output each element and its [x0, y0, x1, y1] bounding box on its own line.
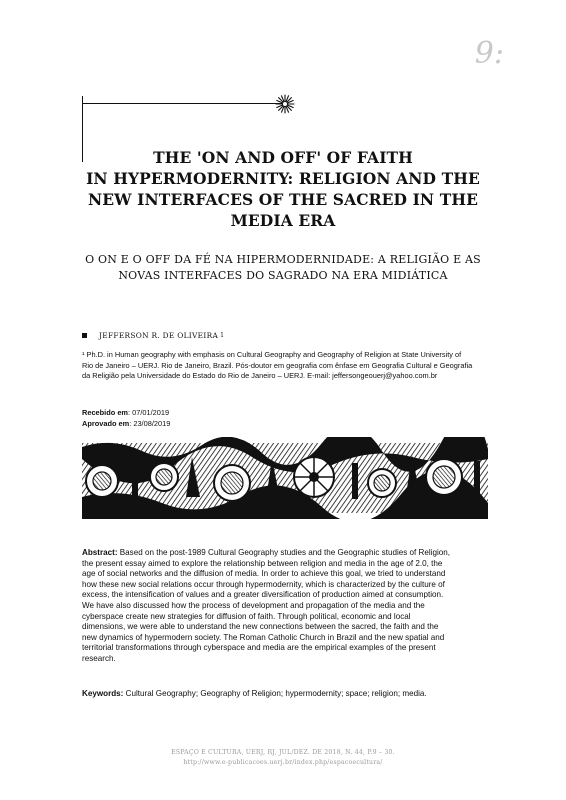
abstract-first-line: Based on the post-1989 Cultural Geography studies and the Geographic studies of Religion,	[117, 548, 451, 557]
decorative-engraving-banner	[82, 437, 488, 519]
approved-label: Aprovado em	[82, 418, 130, 428]
header-horizontal-rule	[82, 103, 285, 104]
received-date	[82, 408, 170, 419]
abstract-line: the present essay aimed to explore the relationship between religion and media in the age of 2.0, the	[82, 558, 443, 568]
keywords-label: Keywords:	[82, 689, 124, 698]
keywords-line	[82, 689, 492, 698]
subtitle-line: NOVAS INTERFACES DO SAGRADO NA ERA MIDIÁTICA	[118, 269, 448, 282]
abstract-label: Abstract:	[82, 548, 118, 557]
keywords-text: Cultural Geography; Geography of Religion; hypermodernity; space; religion; media.	[123, 689, 427, 698]
sunburst-ornament-icon	[275, 94, 295, 114]
article-title	[70, 147, 496, 231]
approved-value: : 23/08/2019	[129, 418, 171, 428]
subtitle-line: O ON E O OFF DA FÉ NA HIPERMODERNIDADE: A RELIGIÃO E AS	[85, 253, 481, 266]
author-line	[82, 331, 224, 340]
abstract-line: cyberspace create new strategies for diffusion of faith. Through political, economic and local	[82, 611, 411, 621]
title-line: THE 'ON AND OFF' OF FAITH	[153, 148, 413, 167]
abstract-line: territorial transformations through cyberspace and media are the empirical examples of the present	[82, 643, 436, 653]
abstract-line: how these new social relations occur through hypermodernity, which is characterized by the culture of	[82, 579, 445, 589]
received-label: Recebido em	[82, 408, 129, 417]
title-line: IN HYPERMODERNITY: RELIGION AND THE	[86, 169, 480, 188]
abstract-line: new dynamics of hypermodern society. The Roman Catholic Church in Brazil and the new spatial and	[82, 632, 445, 642]
title-line: NEW INTERFACES OF THE SACRED IN THE	[88, 190, 478, 209]
received-value: : 07/01/2019	[128, 408, 170, 417]
abstract-line: excess, the intensification of values and a greater diversification of production aimed at consumption.	[82, 590, 444, 600]
journal-footer	[0, 748, 566, 768]
abstract-line: age of social networks and the diffusion of media. In order to achieve this goal, we tried to understand	[82, 569, 446, 579]
author-name: JEFFERSON R. DE OLIVEIRA	[99, 331, 219, 340]
journal-url[interactable]: http://www.e-publicacoes.uerj.br/index.php/espacoecultura/	[183, 759, 383, 766]
page-number: 9:	[474, 36, 504, 71]
journal-citation: ESPAÇO E CULTURA, UERJ, RJ, JUL/DEZ. DE 2018, N. 44, P.9 – 30.	[171, 749, 395, 756]
square-bullet-icon	[82, 333, 87, 338]
approved-date	[82, 419, 170, 430]
article-subtitle	[70, 252, 496, 284]
footnote-line: ¹ Ph.D. in Human geography with emphasis on Cultural Geography and Geography of Religion at State University of	[82, 350, 462, 359]
footnote-line: Rio de Janeiro – UERJ. Rio de Janeiro, Brazil. Pós-doutor em geografia com ênfase em Geografia Cultural e Geografia	[82, 360, 473, 370]
footnote-line: da Religião pela Universidade do Estado do Rio de Janeiro – UERJ. E-mail: jeffersongeouerj@yahoo.com.br	[82, 371, 438, 380]
abstract-line: research.	[82, 653, 116, 663]
author-footnote-mark: 1	[220, 332, 225, 339]
abstract-line: dimensions, we were able to understand the new connections between the sacred, the faith and the	[82, 622, 439, 632]
author-footnote	[82, 350, 492, 382]
abstract-line: We have also discussed how the process of development and propagation of the media and the	[82, 600, 425, 610]
submission-dates	[82, 408, 170, 429]
abstract-paragraph	[82, 548, 492, 665]
title-line: MEDIA ERA	[230, 211, 336, 230]
